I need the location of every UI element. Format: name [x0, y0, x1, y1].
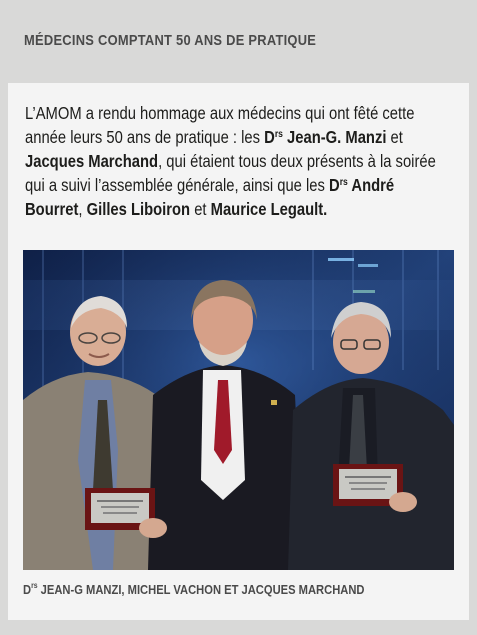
- doctor-name-marchand: Jacques Marchand: [25, 151, 159, 171]
- drs-abbrev-2: $D^{rs}$: [329, 175, 348, 195]
- text-intro: L’AMOM a rendu hommage aux médecins qui ont fêté cette année leurs 50 ans de pratique : les: [25, 103, 415, 147]
- photo-caption: [23, 582, 365, 597]
- text-middle: , qui étaient tous deux présents à la soirée qui a suivi l’assemblée générale, ainsi que les: [25, 151, 436, 195]
- section-heading: MÉDECINS COMPTANT 50 ANS DE PRATIQUE: [24, 32, 317, 49]
- doctor-name-legault: Maurice Legault.: [210, 199, 328, 219]
- caption-text: JEAN-G MANZI, MICHEL VACHON ET JACQUES MARCHAND: [37, 582, 365, 597]
- caption-prefix-sup: rs: [31, 581, 38, 590]
- separator-comma: ,: [78, 199, 87, 219]
- doctor-name-liboiron: Gilles Liboiron: [86, 199, 191, 219]
- event-photo: [23, 250, 454, 570]
- article-paragraph: [25, 101, 451, 221]
- conjunction-et-1: et: [386, 127, 403, 147]
- drs-abbrev-1: $D^{rs}$: [264, 127, 283, 147]
- article-card: [8, 83, 469, 620]
- conjunction-et-2: et: [190, 199, 211, 219]
- doctor-name-bourret: André Bourret: [25, 175, 395, 219]
- doctor-name-manzi: Jean-G. Manzi: [282, 127, 387, 147]
- photo-illustration: [23, 250, 454, 570]
- caption-prefix: D: [23, 582, 32, 597]
